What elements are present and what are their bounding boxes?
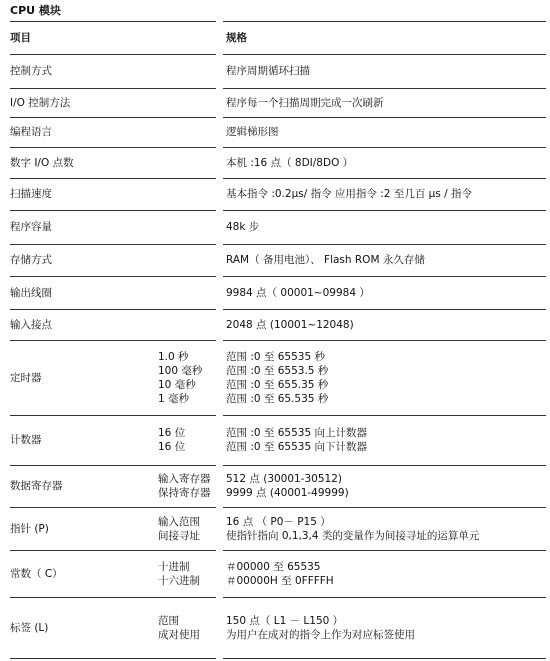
row-divider	[223, 276, 546, 277]
row-item-label: 指针 (P)	[10, 523, 49, 535]
row-divider	[223, 507, 546, 508]
row-spec-value: 范围 :0 至 65535 向上计数器	[226, 427, 367, 439]
row-divider	[223, 415, 546, 416]
row-divider	[223, 54, 546, 55]
row-item-label: 控制方式	[10, 65, 52, 77]
row-spec-value: 48k 步	[226, 221, 260, 233]
row-sub-label: 1 毫秒	[158, 393, 190, 405]
row-item-label: 标签 (L)	[10, 622, 49, 634]
row-divider	[10, 309, 216, 310]
row-divider	[223, 244, 546, 245]
row-divider	[10, 550, 216, 551]
row-divider	[10, 276, 216, 277]
row-item-label: 定时器	[10, 372, 42, 384]
row-divider	[223, 340, 546, 341]
row-spec-value: ＃00000 至 65535	[226, 561, 321, 573]
row-item-label: 存储方式	[10, 254, 52, 266]
row-divider	[223, 550, 546, 551]
row-item-label: I/O 控制方法	[10, 97, 71, 109]
row-item-label: 数字 I/O 点数	[10, 157, 74, 169]
row-divider	[223, 210, 546, 211]
row-spec-value: 512 点 (30001-30512)	[226, 473, 343, 485]
row-spec-value: 逻辑梯形图	[226, 126, 279, 138]
column-header-spec: 规格	[226, 32, 247, 44]
row-spec-value: 范围 :0 至 65535 秒	[226, 351, 325, 363]
row-spec-value: 范围 :0 至 65.535 秒	[226, 393, 329, 405]
row-sub-label: 100 毫秒	[158, 365, 203, 377]
column-header-item: 项目	[10, 32, 31, 44]
row-spec-value: 基本指令 :0.2μs/ 指令 应用指令 :2 至几百 μs / 指令	[226, 188, 473, 200]
row-sub-label: 16 位	[158, 441, 186, 453]
row-sub-label: 范围	[158, 615, 179, 627]
row-divider	[223, 117, 546, 118]
row-sub-label: 输入范围	[158, 516, 200, 528]
row-sub-label: 十六进制	[158, 575, 200, 587]
row-spec-value: 范围 :0 至 655.35 秒	[226, 379, 329, 391]
row-spec-value: 程序周期循环扫描	[226, 65, 310, 77]
row-item-label: 输入接点	[10, 319, 52, 331]
row-divider	[223, 658, 546, 659]
row-sub-label: 间接寻址	[158, 530, 200, 542]
row-spec-value: 150 点（ L1 － L150 ）	[226, 615, 344, 627]
row-divider	[10, 21, 216, 22]
row-spec-value: RAM（ 备用电池）、 Flash ROM 永久存储	[226, 254, 425, 266]
row-spec-value: 16 点 （ P0－ P15 ）	[226, 516, 331, 528]
row-sub-label: 16 位	[158, 427, 186, 439]
row-item-label: 计数器	[10, 434, 42, 446]
row-spec-value: 范围 :0 至 65535 向下计数器	[226, 441, 367, 453]
row-divider	[10, 507, 216, 508]
row-divider	[10, 340, 216, 341]
row-sub-label: 成对使用	[158, 629, 200, 641]
row-item-label: 程序容量	[10, 221, 52, 233]
row-divider	[223, 21, 546, 22]
row-divider	[10, 658, 216, 659]
row-divider	[10, 415, 216, 416]
row-item-label: 扫描速度	[10, 188, 52, 200]
row-sub-label: 10 毫秒	[158, 379, 196, 391]
row-spec-value: 范围 :0 至 6553.5 秒	[226, 365, 329, 377]
row-sub-label: 十进制	[158, 561, 190, 573]
row-spec-value: 本机 :16 点（ 8DI/8DO ）	[226, 157, 354, 169]
row-item-label: 编程语言	[10, 126, 52, 138]
row-item-label: 数据寄存器	[10, 480, 63, 492]
row-spec-value: 9984 点（ 00001~09984 ）	[226, 287, 370, 299]
row-item-label: 常数（ C）	[10, 568, 63, 580]
row-divider	[10, 88, 216, 89]
row-divider	[10, 465, 216, 466]
row-sub-label: 1.0 秒	[158, 351, 189, 363]
row-divider	[10, 147, 216, 148]
row-divider	[223, 597, 546, 598]
row-divider	[223, 147, 546, 148]
row-spec-value: 为用户在成对的指令上作为对应标签使用	[226, 629, 415, 641]
row-sub-label: 输入寄存器	[158, 473, 211, 485]
row-divider	[223, 88, 546, 89]
row-item-label: 输出线圈	[10, 287, 52, 299]
row-spec-value: 程序每一个扫描周期完成一次刷新	[226, 97, 384, 109]
row-divider	[223, 465, 546, 466]
row-divider	[10, 597, 216, 598]
row-spec-value: ＃00000H 至 0FFFFH	[226, 575, 334, 587]
page-title: CPU 模块	[10, 4, 61, 17]
row-divider	[10, 244, 216, 245]
row-sub-label: 保持寄存器	[158, 487, 211, 499]
row-divider	[10, 210, 216, 211]
row-spec-value: 9999 点 (40001-49999)	[226, 487, 349, 499]
row-divider	[223, 309, 546, 310]
row-spec-value: 使指针指向 0,1,3,4 类的变量作为间接寻址的运算单元	[226, 530, 480, 542]
row-spec-value: 2048 点 (10001~12048)	[226, 319, 354, 331]
row-divider	[223, 178, 546, 179]
row-divider	[10, 178, 216, 179]
row-divider	[10, 117, 216, 118]
row-divider	[10, 54, 216, 55]
